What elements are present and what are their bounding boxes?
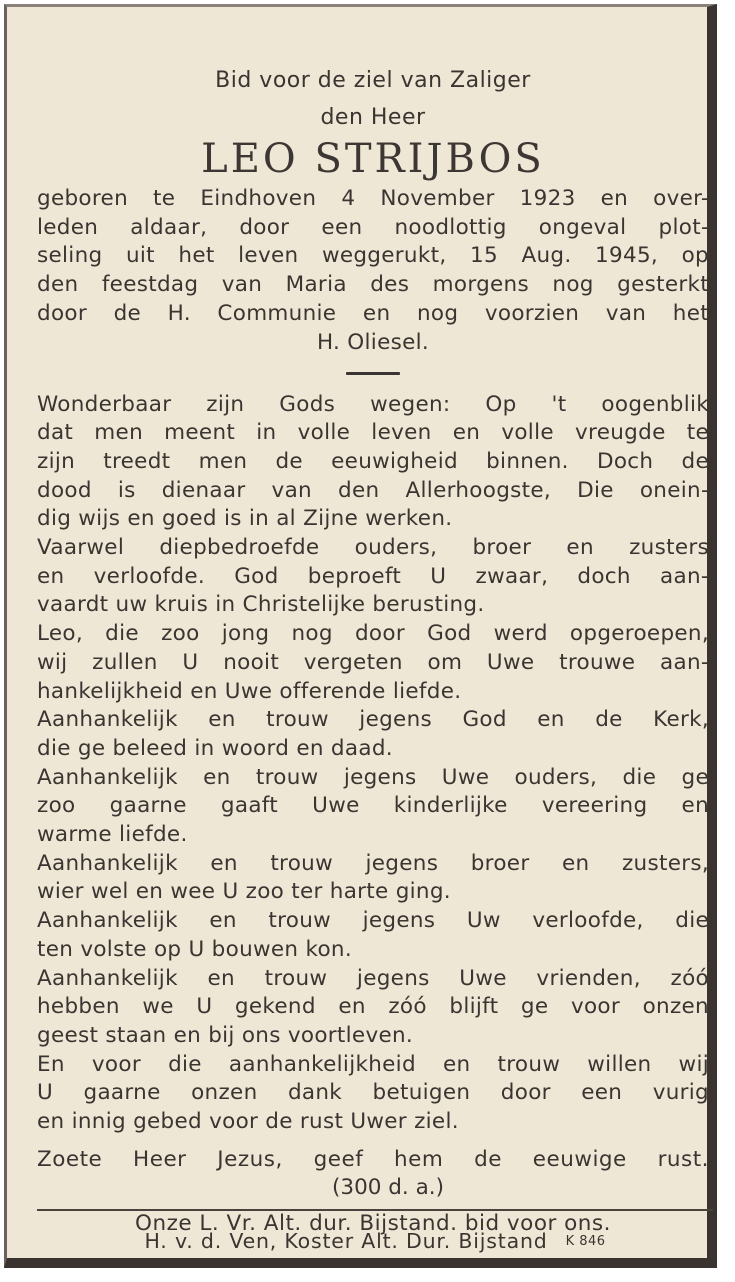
biography-line: door de H. Communie en nog voorzien van het: [37, 300, 709, 326]
paragraph-line: die ge beleed in woord en daad.: [37, 735, 393, 761]
paragraph: [37, 764, 709, 850]
paragraph-line: wij zullen U nooit vergeten om Uwe trouwe aan-: [37, 649, 709, 675]
paragraph-line: En voor die aanhankelijkheid en trouw willen wij: [37, 1051, 709, 1077]
intro-line-2: den Heer: [320, 105, 426, 130]
section-divider: [346, 372, 400, 375]
paragraph-line: ten volste op U bouwen kon.: [37, 936, 352, 962]
biography: [37, 185, 709, 357]
invocation-line: Onze L. Vr. Alt. dur. Bijstand. bid voor ons.: [135, 1210, 611, 1236]
paragraph-line: Aanhankelijk en trouw jegens God en de Kerk,: [37, 707, 709, 733]
paragraph: [37, 965, 709, 1051]
paragraph: [37, 907, 709, 964]
paragraph-line: en verloofde. God beproeft U zwaar, doch aan-: [37, 563, 709, 589]
paragraph-line: zijn treedt men de eeuwigheid binnen. Doch de: [37, 448, 709, 474]
paragraph-line: dat men meent in volle leven en volle vreugde te: [37, 420, 709, 446]
paragraph-line: Aanhankelijk en trouw jegens Uw verloofde, die: [37, 908, 709, 934]
biography-line: seling uit het leven weggerukt, 15 Aug. 1945, op: [37, 243, 709, 269]
printer-line: [37, 1229, 713, 1253]
paragraph: [37, 534, 709, 620]
memorial-card: [4, 4, 717, 1268]
biography-lines: [37, 185, 709, 329]
paragraph-line: Vaarwel diepbedroefde ouders, broer en zusters: [37, 535, 709, 561]
indulgence-note: (300 d. a.): [332, 1174, 444, 1200]
paragraph-line: Aanhankelijk en trouw jegens broer en zusters,: [37, 850, 709, 876]
paragraph-line: vaardt uw kruis in Christelijke berusting.: [37, 592, 485, 618]
body-text: [37, 391, 709, 1137]
biography-line: den feestdag van Maria des morgens nog gesterkt: [37, 272, 709, 298]
biography-line: geboren te Eindhoven 4 November 1923 en over-: [37, 186, 709, 211]
paragraph: [37, 391, 709, 535]
paragraph: [37, 620, 709, 706]
paragraph-line: geest staan en bij ons voortleven.: [37, 1022, 414, 1048]
printer-text: H. v. d. Ven, Koster Alt. Dur. Bijstand: [144, 1229, 548, 1253]
prayer-text: Zoete Heer Jezus, geef hem de eeuwige rust.: [37, 1146, 709, 1172]
paragraph-line: Wonderbaar zijn Gods wegen: Op 't oogenblik: [37, 391, 709, 417]
paragraph-line: zoo gaarne gaaft Uwe kinderlijke vereering en: [37, 793, 709, 819]
paragraph-line: warme liefde.: [37, 822, 188, 848]
paragraph-line: Aanhankelijk en trouw jegens Uwe vrienden, zóó: [37, 965, 709, 991]
paragraph-line: Aanhankelijk en trouw jegens Uwe ouders, die ge: [37, 764, 709, 790]
paragraph-line: dig wijs en goed is in al Zijne werken.: [37, 506, 453, 532]
paragraph-line: hebben we U gekend en zóó blijft ge voor onzen: [37, 994, 709, 1020]
paragraph: [37, 1051, 709, 1137]
biography-last-line: H. Oliesel.: [316, 329, 430, 355]
biography-line: leden aldaar, door een noodlottig ongeval plot-: [37, 214, 709, 240]
paragraph-line: Leo, die zoo jong nog door God werd opgeroepen,: [37, 621, 709, 647]
paragraph-line: wier wel en wee U zoo ter harte ging.: [37, 879, 451, 905]
paragraph-line: en innig gebed voor de rust Uwer ziel.: [37, 1109, 459, 1135]
paragraph: [37, 850, 709, 907]
intro-line-1: Bid voor de ziel van Zaliger: [215, 68, 531, 93]
deceased-name: LEO STRIJBOS: [201, 136, 545, 182]
printer-code: K 846: [565, 1234, 606, 1249]
paragraph-line: hankelijkheid en Uwe offerende liefde.: [37, 678, 462, 704]
bottom-rule: [37, 1209, 713, 1211]
paragraph-line: dood is dienaar van den Allerhoogste, Die onein-: [37, 477, 709, 503]
paragraph: [37, 706, 709, 763]
card-content: [37, 62, 709, 1240]
paragraph-line: U gaarne onzen dank betuigen door een vurig: [37, 1080, 709, 1106]
